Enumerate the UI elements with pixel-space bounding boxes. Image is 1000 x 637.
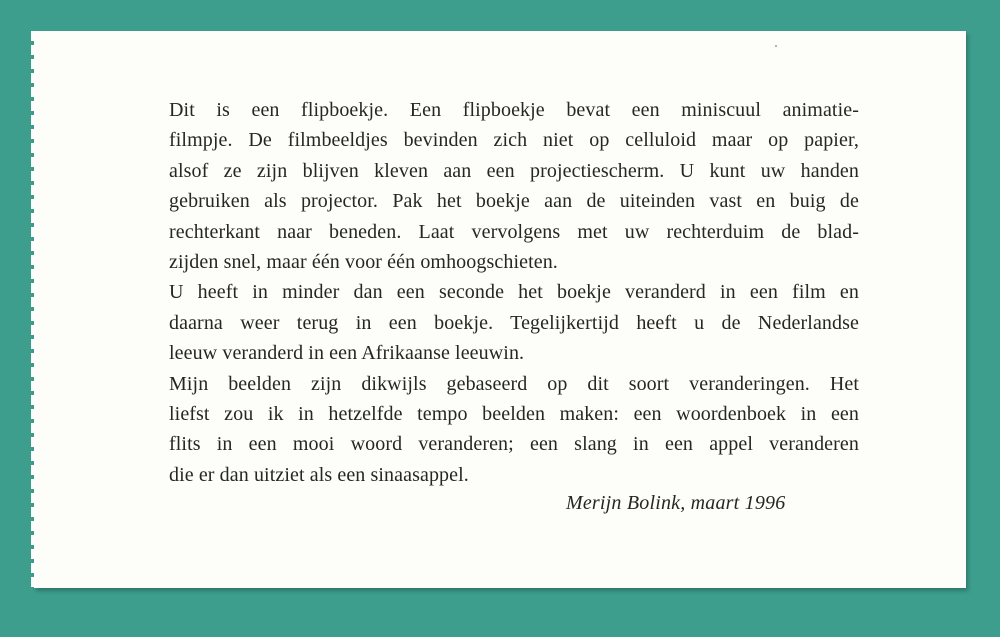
paper-speck [775, 45, 777, 47]
text-line: Mijn beelden zijn dikwijls gebaseerd op dit soort veranderingen. Het [169, 372, 859, 395]
body-text [169, 95, 859, 490]
text-line: Dit is een flipboekje. Een flipboekje bevat een miniscuul animatie- [169, 99, 859, 121]
text-line: liefst zou ik in hetzelfde tempo beelden maken: een woordenboek in een [169, 403, 859, 426]
text-line: daarna weer terug in een boekje. Tegelijkertijd heeft u de Nederlandse [169, 311, 859, 334]
text-line: die er dan uitziet als een sinaasappel. [169, 463, 469, 486]
paragraph-transformation [169, 277, 859, 368]
text-line: flits in een mooi woord veranderen; een slang in een appel veranderen [169, 433, 859, 456]
text-line: rechterkant naar beneden. Laat vervolgens met uw rechterduim de blad- [169, 220, 859, 243]
signature: Merijn Bolink, maart 1996 [566, 492, 786, 514]
text-line: alsof ze zijn blijven kleven aan een projectiescherm. U kunt uw handen [169, 159, 859, 182]
text-line: filmpje. De filmbeeldjes bevinden zich niet op celluloid maar op papier, [169, 129, 859, 152]
text-line: leeuw veranderd in een Afrikaanse leeuwin. [169, 342, 525, 365]
text-line: zijden snel, maar één voor één omhoogschieten. [169, 251, 558, 274]
paragraph-artist-statement [169, 369, 859, 491]
text-line: gebruiken als projector. Pak het boekje aan de uiteinden vast en buig de [169, 190, 859, 213]
paragraph-intro [169, 95, 859, 277]
flipbook-card [34, 31, 966, 588]
text-line: U heeft in minder dan een seconde het boekje veranderd in een film en [169, 281, 859, 304]
